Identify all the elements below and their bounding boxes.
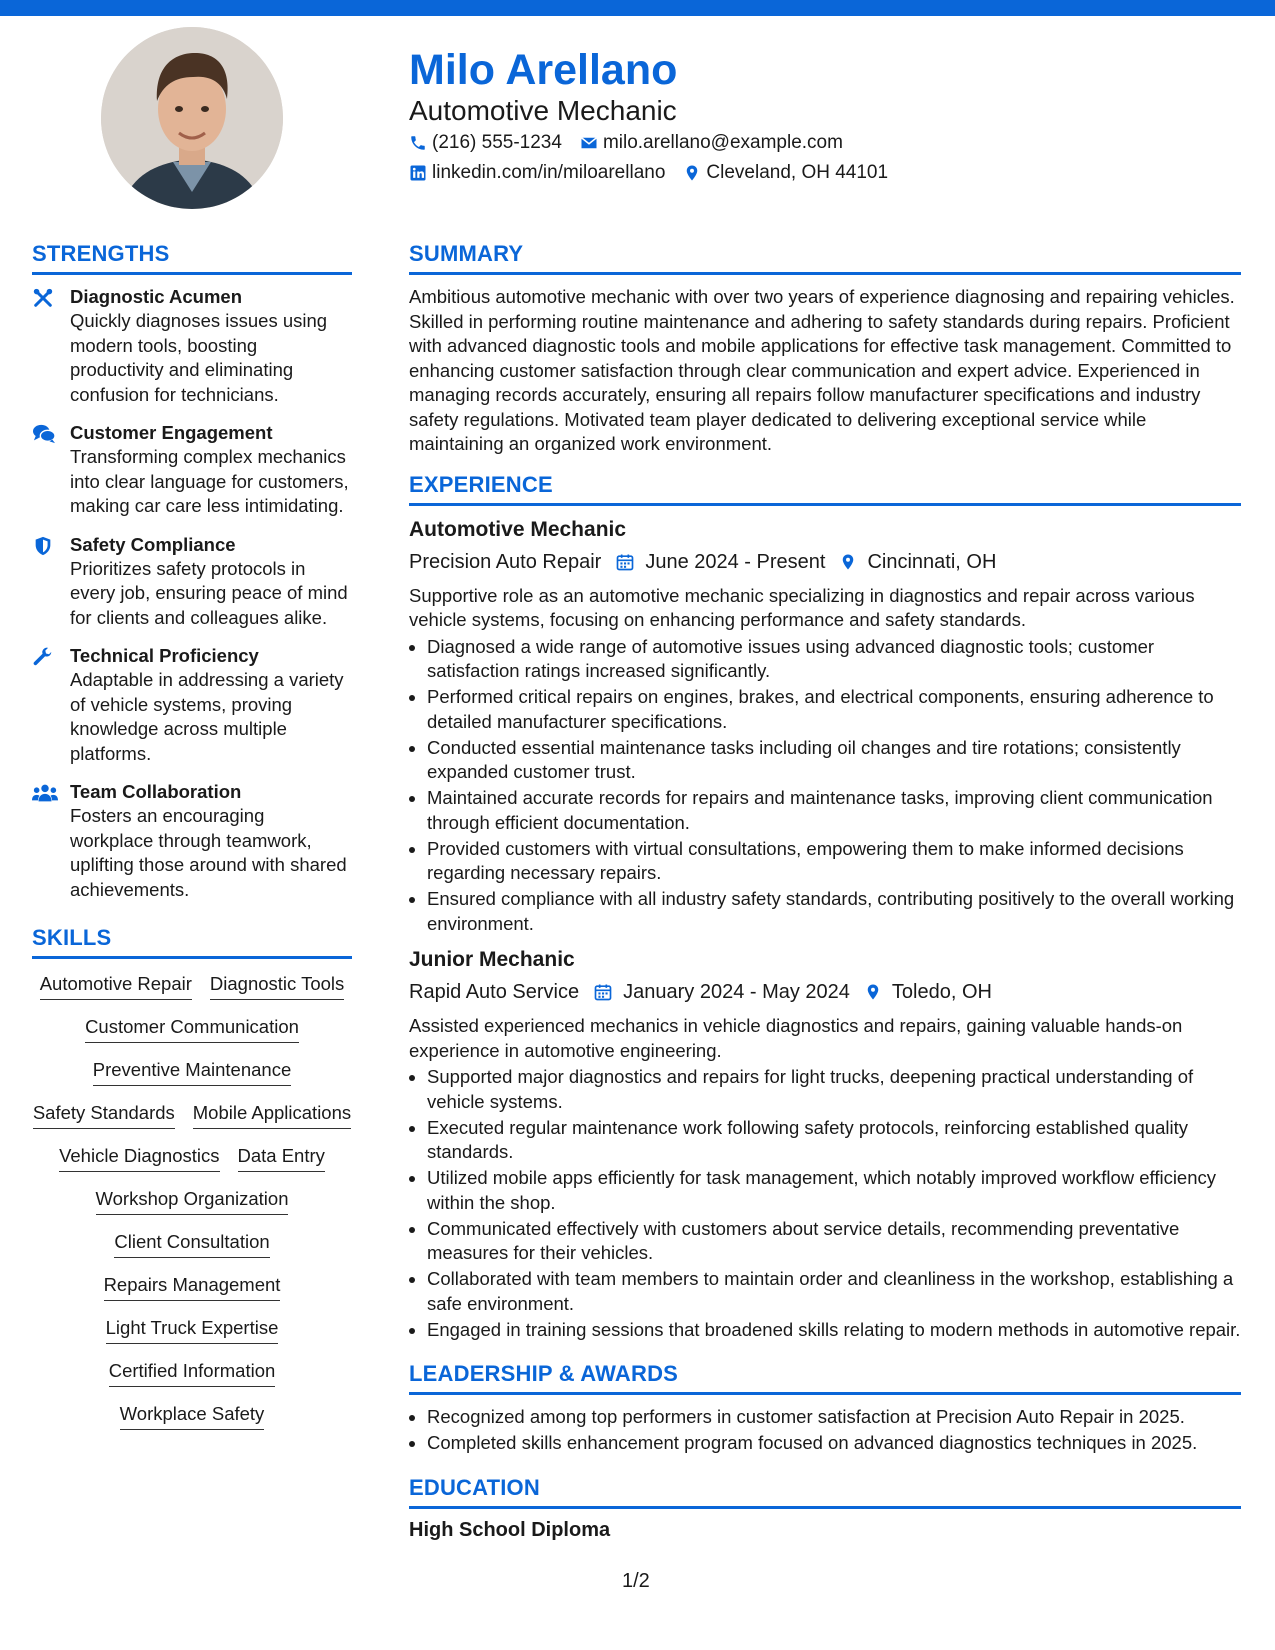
leadership-heading: LEADERSHIP & AWARDS [409,1360,1241,1395]
list-item: • Recognized among top performers in customer satisfaction at Precision Auto Repair in 2025. [427,1405,1241,1430]
skill-tag: Customer Communication [85,1016,299,1043]
shield-icon [32,535,54,557]
job-company: Rapid Auto Service [409,981,580,1003]
linkedin-icon [409,164,427,182]
list-item: • Conducted essential maintenance tasks including oil changes and tire rotations; consistently expanded customer trust. [427,736,1241,785]
skills-list [32,973,352,1430]
skill-tag: Vehicle Diagnostics [59,1145,219,1172]
list-item: • Performed critical repairs on engines, brakes, and electrical components, ensuring adherence to detailed manufacturer specifications. [427,685,1241,734]
linkedin-contact[interactable] [409,162,665,184]
skill-tag: Safety Standards [33,1102,175,1129]
list-item: • Maintained accurate records for repairs and maintenance tasks, improving client communication through efficient documentation. [427,786,1241,835]
strength-title: Customer Engagement [70,422,273,443]
strengths-heading: STRENGTHS [32,240,352,275]
strength-title: Safety Compliance [70,533,236,555]
location-text: Cleveland, OH 44101 [706,162,889,183]
strength-item [32,421,352,519]
skill-tag: Light Truck Expertise [106,1317,279,1344]
portrait-photo [101,27,283,209]
wrench-icon [32,646,54,668]
list-item: • Diagnosed a wide range of automotive issues using advanced diagnostic tools; customer satisfaction ratings increased significantly. [427,635,1241,684]
right-column [409,240,1241,1542]
list-item: • Provided customers with virtual consultations, empowering them to make informed decisions regarding necessary repairs. [427,837,1241,886]
job-meta [409,978,1241,1006]
email-contact[interactable] [580,132,843,154]
summary-text: Ambitious automotive mechanic with over two years of experience diagnosing and repairing vehicles. Skilled in performing routine maintenance and adhering to safety standards during repairs. Proficient with advanced diagnostic tools and mobile applications for effective task management. Committed to enhancing customer satisfaction through clear communication and expert advice. Experienced in managing records accurately, ensuring all repairs follow manufacturer specifications and industry safety regulations. Motivated team player dedicated to delivering exceptional service while maintaining an organized work environment. [409,286,1235,454]
candidate-name: Milo Arellano [409,46,678,94]
job-entry [409,516,1241,937]
strength-item [32,780,352,902]
location-contact [683,162,888,184]
strength-item [32,285,352,407]
job-description: Assisted experienced mechanics in vehicle diagnostics and repairs, gaining valuable hands-on experience in automotive engineering. [409,1015,1183,1061]
job-entry [409,946,1241,1342]
avatar [101,27,283,209]
list-item: • Utilized mobile apps efficiently for task management, which notably improved workflow efficiency within the shop. [427,1166,1241,1215]
skill-tag: Workshop Organization [96,1188,289,1215]
list-item: • Engaged in training sessions that broadened skills relating to modern methods in automotive repair. [427,1318,1241,1343]
left-column [32,240,352,1430]
job-title: Junior Mechanic [409,948,575,971]
strength-item [32,533,352,631]
phone-text: (216) 555-1234 [432,132,562,153]
job-location: Toledo, OH [891,981,992,1003]
phone-contact[interactable] [409,132,562,154]
map-pin-icon [864,982,882,1002]
strength-title: Technical Proficiency [70,645,259,666]
strength-text: Adaptable in addressing a variety of vehicle systems, proving knowledge across multiple platforms. [70,669,344,764]
skill-tag: Data Entry [238,1145,325,1172]
contact-row-1 [409,132,855,154]
list-item: • Ensured compliance with all industry safety standards, contributing positively to the overall working environment. [427,887,1241,936]
job-title: Automotive Mechanic [409,517,627,541]
skill-tag: Diagnostic Tools [210,973,344,1000]
calendar-icon [593,982,613,1002]
list-item: • Executed regular maintenance work following safety protocols, reinforcing established quality standards. [427,1116,1241,1165]
skill-tag: Mobile Applications [193,1102,351,1129]
job-description: Supportive role as an automotive mechanic specializing in diagnostics and repair across various vehicle systems, focusing on enhancing performance and safety standards. [409,584,1195,630]
map-pin-icon [683,164,701,182]
email-text: milo.arellano@example.com [602,132,843,153]
job-company: Precision Auto Repair [409,550,602,573]
linkedin-text: linkedin.com/in/miloarellano [432,162,666,183]
chat-icon [32,423,56,445]
summary-heading: SUMMARY [409,240,1241,275]
list-item: • Supported major diagnostics and repairs for light trucks, deepening practical understanding of vehicle systems. [427,1065,1241,1114]
strength-text: Prioritizes safety protocols in every job, ensuring peace of mind for clients and colleagues alike. [70,557,348,628]
strength-title: Diagnostic Acumen [70,286,243,307]
map-pin-icon [839,552,857,572]
job-bullets [409,1065,1241,1342]
skill-tag: Certified Information [109,1360,276,1387]
strength-text: Transforming complex mechanics into clear language for customers, making car care less intimidating. [70,446,349,516]
page-number: 1/2 [622,1570,650,1592]
job-location: Cincinnati, OH [867,550,997,573]
leadership-list [409,1405,1241,1456]
job-bullets [409,635,1241,937]
job-meta [409,548,1241,576]
job-dates: January 2024 - May 2024 [623,981,850,1003]
strength-text: Quickly diagnoses issues using modern tools, boosting productivity and eliminating confusion for technicians. [70,310,328,405]
experience-heading: EXPERIENCE [409,471,1241,506]
envelope-icon [580,134,598,152]
list-item: • Collaborated with team members to maintain order and cleanliness in the workshop, establishing a safe environment. [427,1267,1241,1316]
calendar-icon [615,552,635,572]
skill-tag: Preventive Maintenance [93,1059,291,1086]
contact-row-2 [409,162,900,184]
skill-tag: Repairs Management [104,1274,281,1301]
skills-heading: SKILLS [32,924,352,959]
skill-tag: Automotive Repair [40,973,192,1000]
top-accent-bar [0,0,1275,16]
job-dates: June 2024 - Present [645,550,826,573]
skill-tag: Workplace Safety [120,1403,265,1430]
skill-tag: Client Consultation [114,1231,269,1258]
list-item: • Completed skills enhancement program focused on advanced diagnostics techniques in 2025. [427,1431,1241,1456]
phone-icon [409,134,427,152]
strength-text: Fosters an encouraging workplace through teamwork, uplifting those around with shared achievements. [70,805,347,900]
strength-item [32,644,352,766]
list-item: • Communicated effectively with customers about service details, recommending preventative measures for their vehicles. [427,1217,1241,1266]
education-heading: EDUCATION [409,1474,1241,1509]
strength-title: Team Collaboration [70,781,242,802]
candidate-headline: Automotive Mechanic [409,95,677,126]
users-icon [32,782,58,804]
education-degree: High School Diploma [409,1518,611,1541]
tools-icon [32,287,54,309]
